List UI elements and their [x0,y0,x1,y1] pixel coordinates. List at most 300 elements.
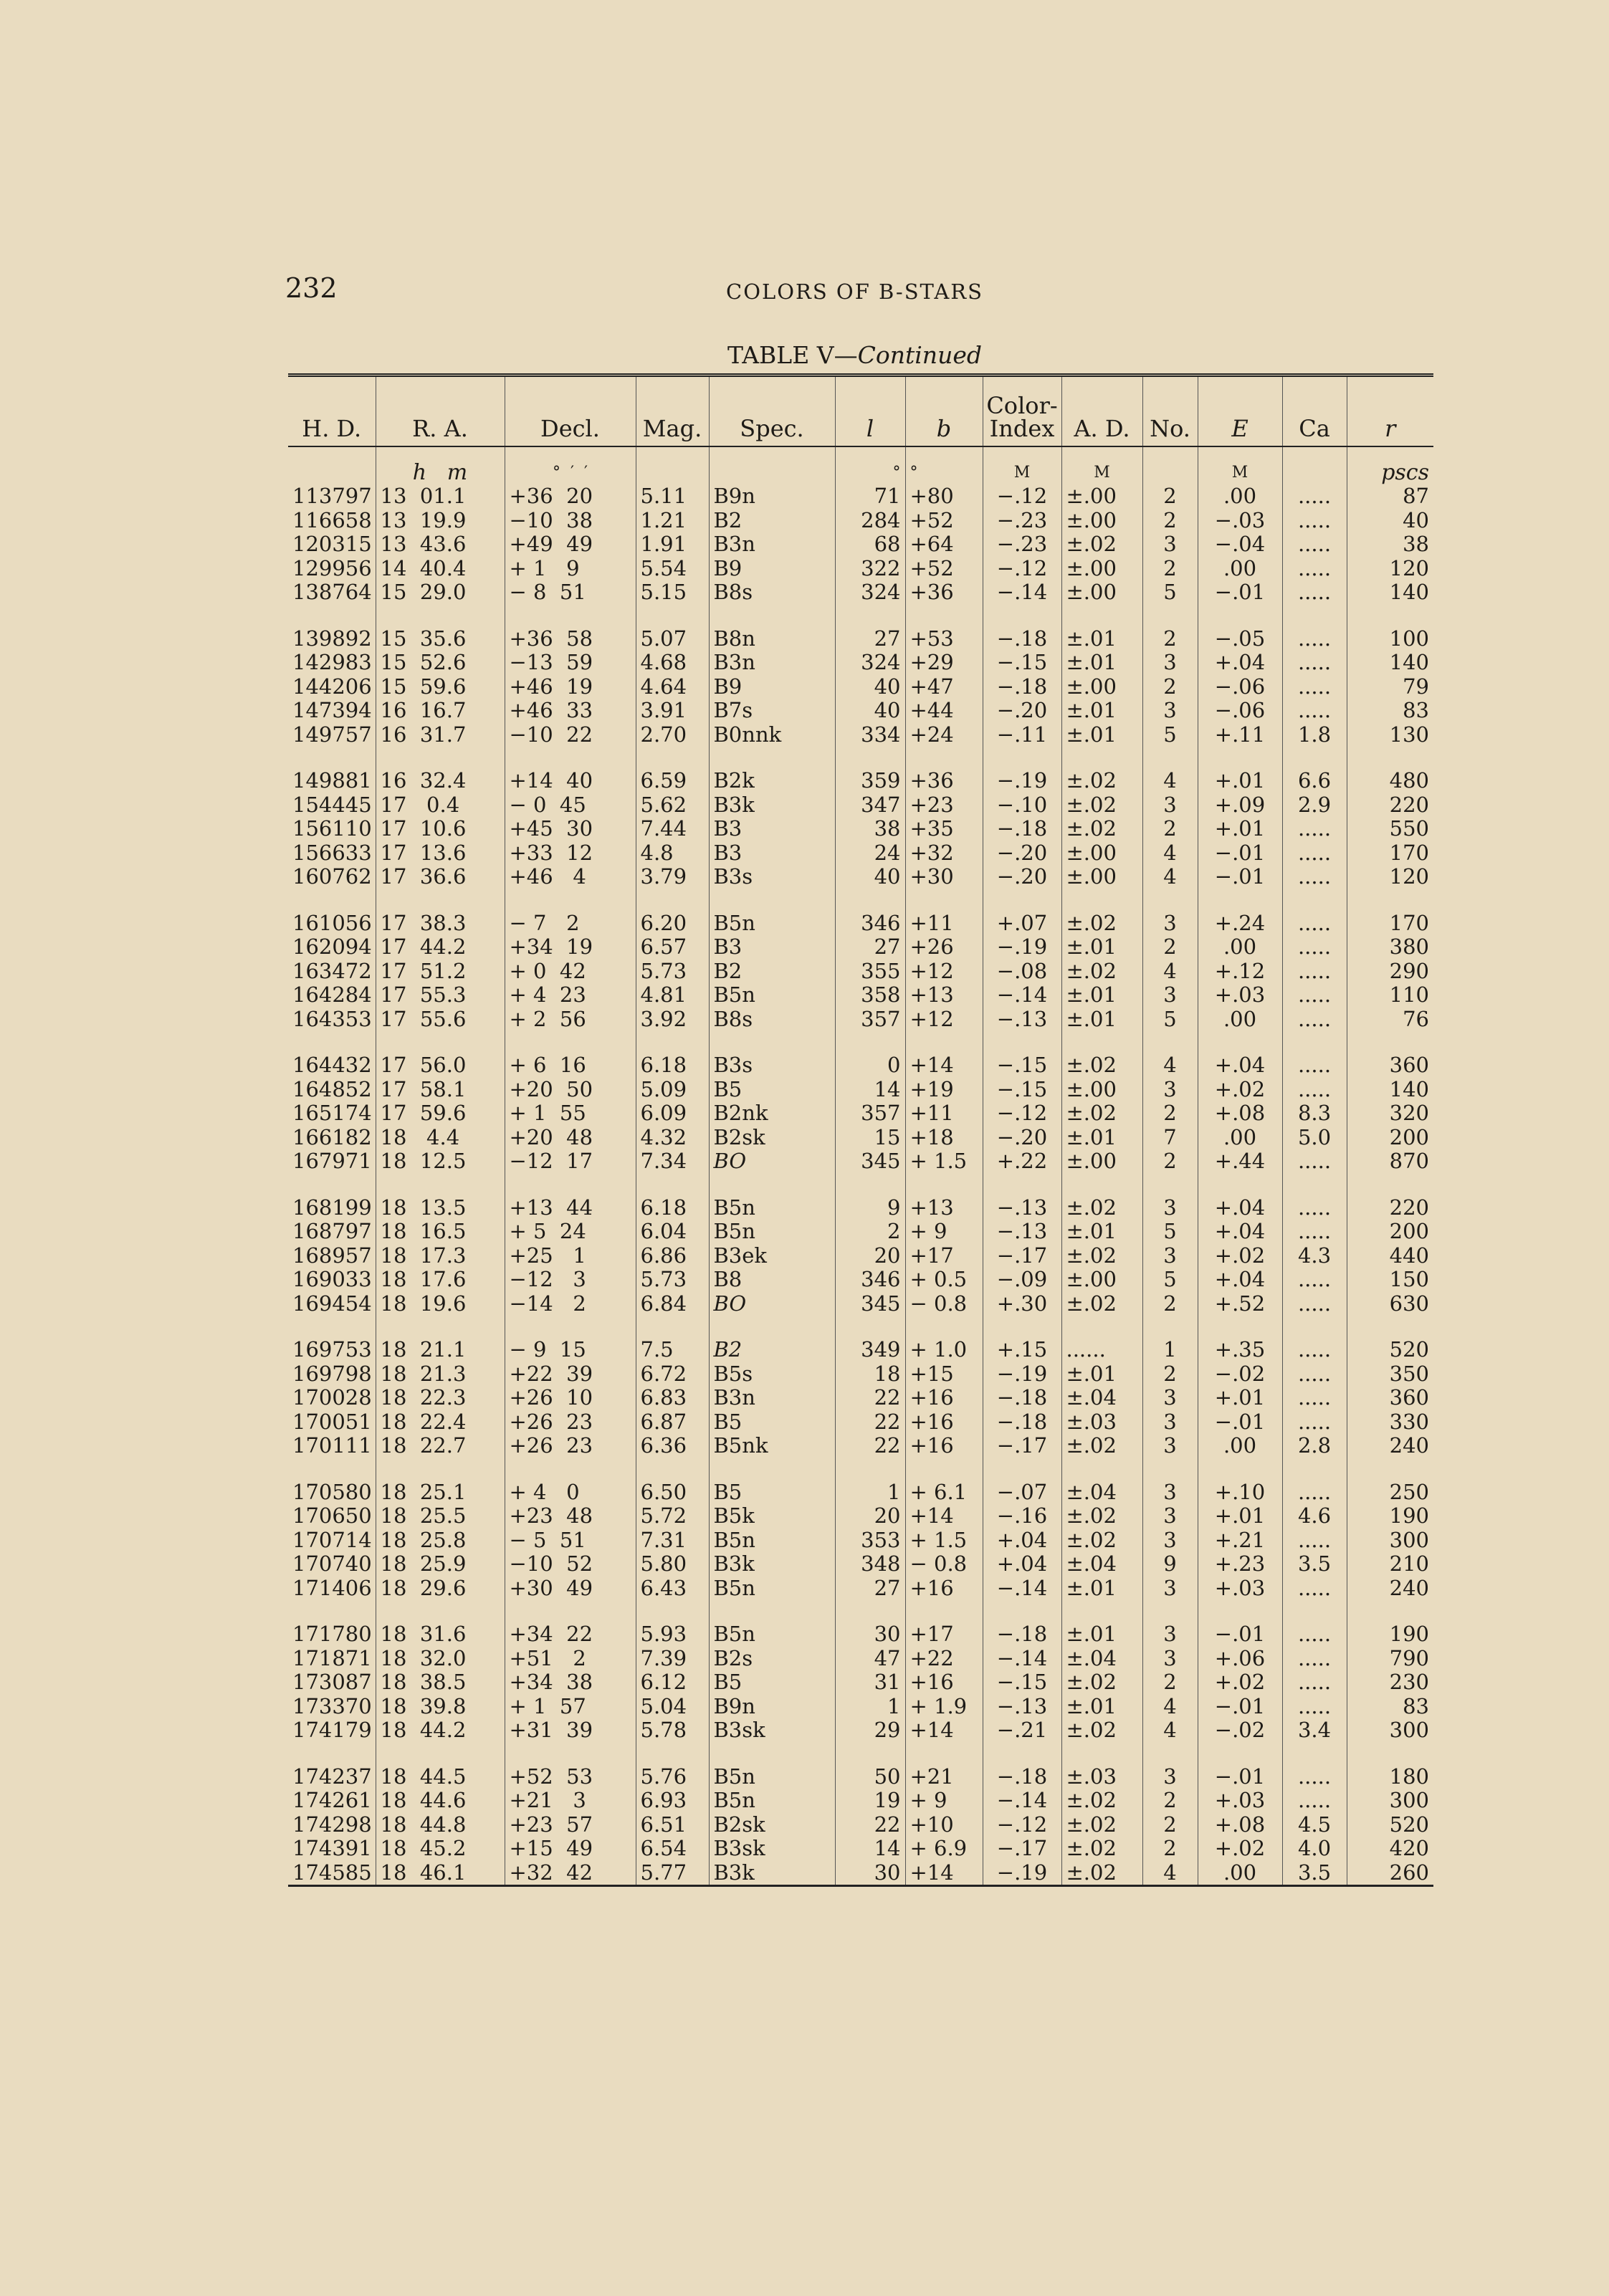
cell-hd: 162094 [292,934,372,959]
cell-color-index: −.18 [983,1410,1061,1435]
cell-e: +.01 [1198,1386,1282,1410]
unit-spec [709,446,835,484]
spacer-cell [905,1174,983,1196]
spacer-cell [636,1458,709,1481]
cell-l: 29 [835,1718,905,1743]
cell-no: 3 [1142,651,1198,675]
cell-ra: 18 46.1 [376,1861,505,1886]
cell-e: .00 [1198,935,1282,960]
cell-no: 2 [1142,1149,1198,1174]
spacer-cell [636,1600,709,1622]
cell-no: 5 [1142,1008,1198,1032]
cell-color-index: −.21 [983,1718,1061,1743]
table-row [288,1268,1433,1292]
spacer-cell [505,747,636,769]
cell-mag: 6.36 [636,1434,709,1458]
cell-spec: B5s [709,1362,835,1387]
cell-color-index: −.13 [983,1695,1061,1719]
cell-ca: ..... [1282,1362,1347,1387]
cell-decl: + 4 23 [505,983,636,1008]
cell-decl: +36 20 [505,484,636,509]
cell-no: 3 [1142,1244,1198,1268]
cell-ca: ..... [1282,532,1347,557]
spacer-cell [1282,1031,1347,1053]
spacer-cell [376,1743,505,1765]
cell-decl: −10 22 [505,723,636,747]
cell-e: +.44 [1198,1149,1282,1174]
cell-ra: 18 29.6 [376,1577,505,1601]
cell-color-index: −.18 [983,1765,1061,1789]
cell-ad: ±.02 [1061,1718,1142,1743]
cell-r: 550 [1347,817,1433,841]
cell-no: 3 [1142,1529,1198,1553]
cell-decl: −12 17 [505,1149,636,1174]
cell-no: 3 [1142,699,1198,723]
cell-r: 330 [1347,1410,1433,1435]
cell-mag: 6.72 [636,1362,709,1387]
cell-ca: ..... [1282,1149,1347,1174]
cell-ca: ..... [1282,1220,1347,1244]
cell-ra: 17 0.4 [376,793,505,818]
cell-hd: 174179 [292,1718,372,1742]
cell-r: 380 [1347,935,1433,960]
table-row [288,1101,1433,1126]
cell-ra: 13 01.1 [376,484,505,509]
cell-e: +.10 [1198,1481,1282,1505]
cell-ad: ±.03 [1061,1765,1142,1789]
cell-ad: ±.02 [1061,1196,1142,1220]
cell-decl: +22 39 [505,1362,636,1387]
cell-decl: +26 23 [505,1434,636,1458]
cell-mag: 5.73 [636,960,709,984]
spacer-cell [1347,1174,1433,1196]
spacer-cell [1347,605,1433,627]
unit-b: ° [905,446,983,484]
table-row [288,1529,1433,1553]
cell-color-index: −.12 [983,484,1061,509]
cell-b: +21 [905,1765,983,1789]
cell-r: 360 [1347,1053,1433,1078]
cell-ra: 18 44.6 [376,1789,505,1813]
spacer-cell [1198,605,1282,627]
cell-no: 3 [1142,1577,1198,1601]
cell-b: − 0.8 [905,1552,983,1577]
cell-color-index: −.19 [983,935,1061,960]
spacer-cell [835,1174,905,1196]
cell-ad: ±.03 [1061,1410,1142,1435]
cell-ad: ±.02 [1061,1244,1142,1268]
cell-color-index: −.18 [983,817,1061,841]
cell-ad: ±.02 [1061,1504,1142,1529]
cell-r: 220 [1347,1196,1433,1220]
cell-hd: 174261 [292,1788,372,1812]
spacer-cell [376,1600,505,1622]
col-b: b [905,376,983,447]
cell-color-index: −.19 [983,1362,1061,1387]
spacer-cell [905,1031,983,1053]
cell-hd: 169033 [292,1267,372,1291]
cell-ra: 17 38.3 [376,912,505,936]
cell-decl: +13 44 [505,1196,636,1220]
spacer-cell [709,747,835,769]
cell-l: 345 [835,1149,905,1174]
cell-r: 440 [1347,1244,1433,1268]
cell-r: 83 [1347,1695,1433,1719]
cell-r: 38 [1347,532,1433,557]
cell-b: +64 [905,532,983,557]
group-spacer [288,1600,1433,1622]
cell-e: +.06 [1198,1647,1282,1671]
cell-color-index: −.10 [983,793,1061,818]
cell-ra: 18 25.8 [376,1529,505,1553]
cell-l: 324 [835,580,905,605]
spacer-cell [983,889,1061,912]
cell-b: +14 [905,1861,983,1886]
cell-color-index: −.13 [983,1196,1061,1220]
cell-no: 3 [1142,1410,1198,1435]
cell-ca: ..... [1282,841,1347,866]
cell-ad: ...... [1061,1338,1142,1362]
cell-ca: ..... [1282,1789,1347,1813]
cell-r: 120 [1347,557,1433,581]
cell-e: −.01 [1198,1695,1282,1719]
cell-hd: 120315 [292,532,372,556]
cell-ra: 18 21.1 [376,1338,505,1362]
cell-no: 9 [1142,1552,1198,1577]
cell-hd: 170111 [292,1433,372,1458]
cell-ad: ±.04 [1061,1647,1142,1671]
spacer-cell [1061,605,1142,627]
cell-mag: 2.70 [636,723,709,747]
spacer-cell [1347,1031,1433,1053]
cell-mag: 6.43 [636,1577,709,1601]
cell-ra: 18 21.3 [376,1362,505,1387]
cell-ra: 18 4.4 [376,1126,505,1150]
group-spacer [288,1316,1433,1338]
cell-ra: 17 51.2 [376,960,505,984]
cell-r: 79 [1347,675,1433,699]
cell-spec: B9n [709,1695,835,1719]
cell-e: +.35 [1198,1338,1282,1362]
cell-hd: 170740 [292,1551,372,1576]
cell-mag: 7.31 [636,1529,709,1553]
unit-mag [636,446,709,484]
cell-e: −.06 [1198,675,1282,699]
cell-decl: +31 39 [505,1718,636,1743]
spacer-cell [1198,1316,1282,1338]
col-e: E [1198,376,1282,447]
cell-ca: ..... [1282,1765,1347,1789]
cell-r: 630 [1347,1292,1433,1316]
cell-color-index: −.14 [983,1789,1061,1813]
table-row [288,1078,1433,1102]
cell-ra: 15 35.6 [376,627,505,651]
cell-no: 5 [1142,580,1198,605]
cell-r: 520 [1347,1813,1433,1837]
cell-no: 2 [1142,1837,1198,1861]
cell-e: +.01 [1198,769,1282,793]
cell-b: + 6.1 [905,1481,983,1505]
cell-r: 230 [1347,1670,1433,1695]
cell-mag: 6.50 [636,1481,709,1505]
cell-decl: +26 23 [505,1410,636,1435]
cell-spec: B2sk [709,1813,835,1837]
cell-e: .00 [1198,1126,1282,1150]
cell-decl: +36 58 [505,627,636,651]
cell-e: +.08 [1198,1101,1282,1126]
cell-b: +17 [905,1244,983,1268]
cell-l: 50 [835,1765,905,1789]
cell-l: 71 [835,484,905,509]
cell-spec: B7s [709,699,835,723]
cell-color-index: −.12 [983,1101,1061,1126]
spacer-cell [1061,889,1142,912]
cell-b: +19 [905,1078,983,1102]
cell-color-index: −.11 [983,723,1061,747]
cell-decl: +46 33 [505,699,636,723]
col-decl: Decl. [505,376,636,447]
table-title-main: TABLE V— [727,341,858,369]
cell-no: 2 [1142,1101,1198,1126]
cell-color-index: +.04 [983,1552,1061,1577]
table-row [288,1695,1433,1719]
spacer-cell [1142,747,1198,769]
cell-mag: 5.73 [636,1268,709,1292]
cell-ad: ±.02 [1061,817,1142,841]
cell-hd: 163472 [292,958,372,983]
cell-ca: ..... [1282,1577,1347,1601]
cell-no: 4 [1142,960,1198,984]
cell-ra: 18 25.9 [376,1552,505,1577]
cell-b: + 6.9 [905,1837,983,1861]
spacer-cell [505,605,636,627]
cell-ad: ±.02 [1061,912,1142,936]
table-row [288,723,1433,747]
cell-color-index: −.09 [983,1268,1061,1292]
cell-e: −.02 [1198,1718,1282,1743]
cell-ra: 17 36.6 [376,865,505,889]
cell-b: + 1.5 [905,1149,983,1174]
table-row [288,1126,1433,1150]
cell-mag: 6.83 [636,1386,709,1410]
cell-l: 18 [835,1362,905,1387]
cell-ad: ±.01 [1061,1008,1142,1032]
cell-e: +.02 [1198,1837,1282,1861]
spacer-cell [1282,889,1347,912]
cell-e: +.03 [1198,983,1282,1008]
cell-r: 140 [1347,1078,1433,1102]
cell-spec: B8s [709,1008,835,1032]
cell-r: 790 [1347,1647,1433,1671]
cell-r: 300 [1347,1529,1433,1553]
cell-color-index: −.07 [983,1481,1061,1505]
spacer-cell [905,1316,983,1338]
cell-ad: ±.00 [1061,509,1142,533]
cell-e: +.23 [1198,1552,1282,1577]
cell-e: +.52 [1198,1292,1282,1316]
cell-ca: ..... [1282,1622,1347,1647]
cell-l: 284 [835,509,905,533]
cell-spec: B8 [709,1268,835,1292]
cell-no: 4 [1142,1695,1198,1719]
cell-hd: 139892 [292,626,372,651]
cell-ca: ..... [1282,1695,1347,1719]
cell-b: +10 [905,1813,983,1837]
table-row [288,1244,1433,1268]
cell-ra: 16 16.7 [376,699,505,723]
cell-no: 2 [1142,675,1198,699]
cell-color-index: −.18 [983,627,1061,651]
cell-ca: ..... [1282,1338,1347,1362]
cell-decl: + 5 24 [505,1220,636,1244]
cell-e: +.11 [1198,723,1282,747]
cell-decl: + 4 0 [505,1481,636,1505]
cell-b: +36 [905,580,983,605]
cell-spec: B3k [709,1861,835,1886]
cell-ca: ..... [1282,1008,1347,1032]
cell-e: −.01 [1198,841,1282,866]
cell-hd: 156633 [292,840,372,865]
cell-hd: 156110 [292,816,372,841]
cell-ra: 17 59.6 [376,1101,505,1126]
cell-spec: BO [709,1292,835,1316]
cell-e: −.05 [1198,627,1282,651]
cell-ca: ..... [1282,1196,1347,1220]
spacer-cell [376,1458,505,1481]
cell-decl: +51 2 [505,1647,636,1671]
cell-e: −.01 [1198,1622,1282,1647]
cell-ra: 18 16.5 [376,1220,505,1244]
cell-color-index: +.15 [983,1338,1061,1362]
cell-l: 346 [835,1268,905,1292]
unit-ra: h m [376,446,505,484]
spacer-cell [983,1174,1061,1196]
spacer-cell [1347,1600,1433,1622]
spacer-cell [1282,605,1347,627]
spacer-cell [376,1174,505,1196]
cell-mag: 5.77 [636,1861,709,1886]
cell-ad: ±.00 [1061,484,1142,509]
cell-color-index: −.19 [983,1861,1061,1886]
spacer-cell [905,1743,983,1765]
cell-decl: +33 12 [505,841,636,866]
cell-ad: ±.00 [1061,1268,1142,1292]
spacer-cell [983,605,1061,627]
cell-decl: +34 38 [505,1670,636,1695]
cell-l: 348 [835,1552,905,1577]
cell-mag: 5.72 [636,1504,709,1529]
cell-mag: 4.81 [636,983,709,1008]
cell-spec: B0nnk [709,723,835,747]
spacer-cell [636,747,709,769]
cell-ad: ±.02 [1061,960,1142,984]
cell-hd: 170580 [292,1479,372,1504]
cell-l: 27 [835,627,905,651]
spacer-cell [1061,1031,1142,1053]
cell-ca: ..... [1282,1410,1347,1435]
cell-b: +13 [905,983,983,1008]
cell-b: +16 [905,1577,983,1601]
cell-hd: 113797 [292,484,372,508]
cell-decl: +32 42 [505,1861,636,1886]
cell-no: 4 [1142,769,1198,793]
cell-hd: 160762 [292,864,372,889]
group-spacer [288,747,1433,769]
cell-decl: +46 19 [505,675,636,699]
cell-spec: BO [709,1149,835,1174]
cell-r: 300 [1347,1718,1433,1743]
spacer-cell [636,1174,709,1196]
cell-ra: 17 55.6 [376,1008,505,1032]
spacer-cell [376,747,505,769]
cell-e: −.04 [1198,532,1282,557]
cell-spec: B5n [709,1622,835,1647]
cell-decl: + 6 16 [505,1053,636,1078]
cell-color-index: −.12 [983,1813,1061,1837]
cell-decl: +45 30 [505,817,636,841]
cell-ca: 2.8 [1282,1434,1347,1458]
cell-e: .00 [1198,1861,1282,1886]
cell-no: 3 [1142,1386,1198,1410]
cell-decl: +26 10 [505,1386,636,1410]
cell-e: .00 [1198,557,1282,581]
cell-hd: 149757 [292,722,372,747]
cell-color-index: +.30 [983,1292,1061,1316]
cell-spec: B3 [709,841,835,866]
table-row [288,1292,1433,1316]
col-mag: Mag. [636,376,709,447]
cell-decl: −13 59 [505,651,636,675]
cell-mag: 6.59 [636,769,709,793]
cell-mag: 5.04 [636,1695,709,1719]
table-row [288,983,1433,1008]
cell-l: 22 [835,1410,905,1435]
cell-b: +12 [905,1008,983,1032]
cell-no: 4 [1142,865,1198,889]
cell-spec: B8s [709,580,835,605]
cell-color-index: −.14 [983,580,1061,605]
spacer-cell [1061,1174,1142,1196]
cell-decl: −12 3 [505,1268,636,1292]
cell-ra: 18 32.0 [376,1647,505,1671]
spacer-cell [835,747,905,769]
cell-spec: B9 [709,675,835,699]
cell-b: +16 [905,1386,983,1410]
cell-b: +24 [905,723,983,747]
table-row [288,1386,1433,1410]
cell-r: 360 [1347,1386,1433,1410]
spacer-cell [983,1031,1061,1053]
cell-hd: 149881 [292,768,372,793]
col-color-index: Color-Index [983,376,1061,447]
cell-l: 22 [835,1386,905,1410]
cell-ad: ±.01 [1061,1220,1142,1244]
cell-ra: 13 19.9 [376,509,505,533]
cell-e: −.01 [1198,1410,1282,1435]
cell-l: 47 [835,1647,905,1671]
cell-r: 200 [1347,1126,1433,1150]
cell-spec: B3s [709,865,835,889]
spacer-cell [709,605,835,627]
cell-ca: ..... [1282,1529,1347,1553]
cell-ra: 18 45.2 [376,1837,505,1861]
spacer-cell [1198,1174,1282,1196]
cell-decl: +20 48 [505,1126,636,1150]
table-row [288,1434,1433,1458]
cell-hd: 168797 [292,1219,372,1243]
cell-spec: B3ek [709,1244,835,1268]
cell-ad: ±.00 [1061,557,1142,581]
